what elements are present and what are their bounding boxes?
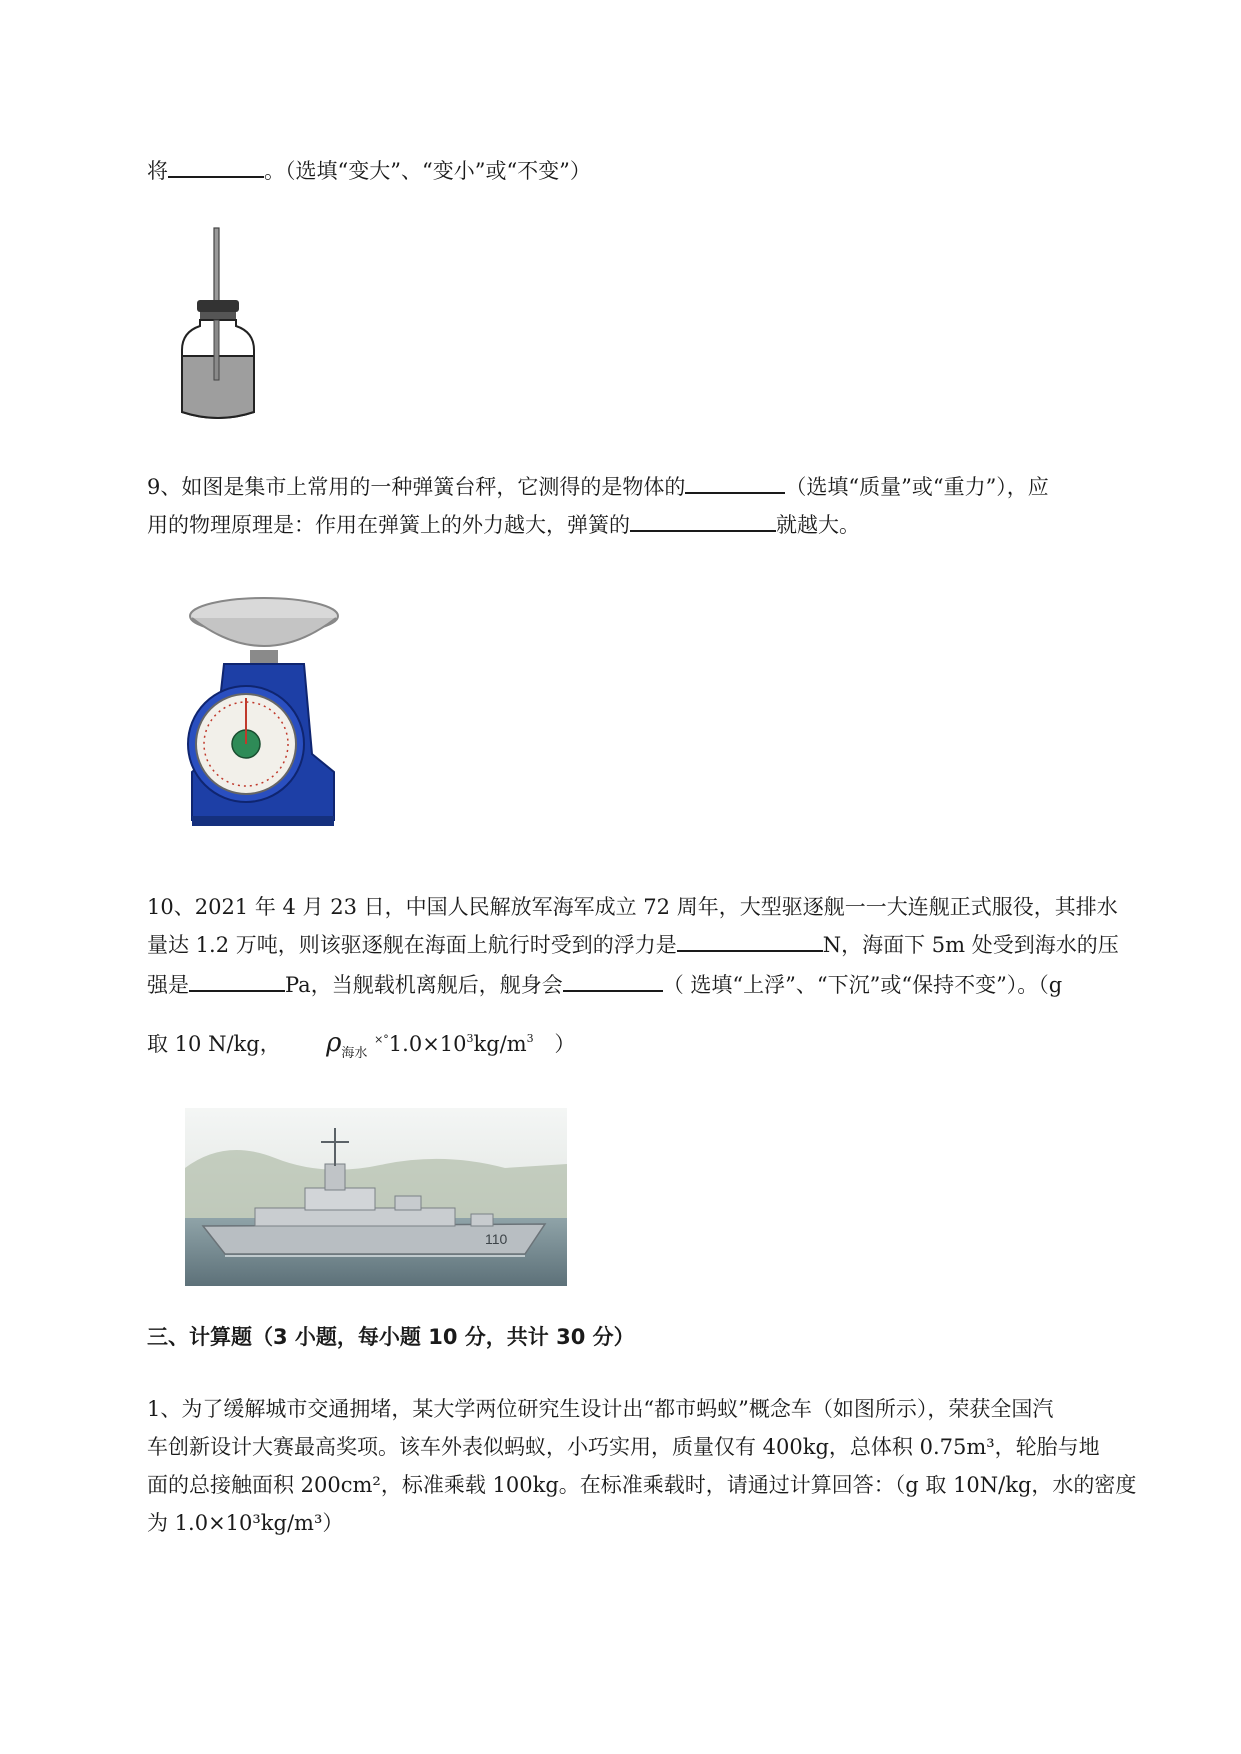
rho-symbol: ρ: [326, 1028, 342, 1058]
calc1-line-3: 面的总接触面积 200cm²，标准乘载 100kg。在标准乘载时，请通过计算回答：（g 取 10N/kg，水的密度: [147, 1473, 1137, 1497]
q8-prefix: 将: [147, 159, 168, 183]
calc1-line-4: 为 1.0×10³kg/m³）: [147, 1511, 344, 1535]
q8-answer-blank[interactable]: [168, 156, 264, 178]
q8-suffix: 。（选填“变大”、“变小”或“不变”）: [264, 159, 591, 183]
q10-line-2: 量达 1.2 万吨，则该驱逐舰在海面上航行时受到的浮力是 N，海面下 5m 处受到海水的压: [147, 930, 1119, 960]
density-formula: 1.0×10: [388, 1032, 467, 1056]
q9-answer-blank-2[interactable]: [630, 510, 776, 532]
calc1-line-1: 1、为了缓解城市交通拥堵，某大学两位研究生设计出“都市蚂蚁”概念车（如图所示），荣获全国汽: [147, 1397, 1054, 1421]
q10-line-3: 强是 Pa，当舰载机离舰后，舰身会 （ 选填“上浮”、“下沉”或“保持不变”）。（g: [147, 970, 1062, 1000]
q9-line-2: 用的物理原理是：作用在弹簧上的外力越大，弹簧的 就越大。: [147, 510, 860, 540]
q8-line: [147, 156, 591, 186]
q10-line-4: 取 10 N/kg， $\rho_{海水}$ $^{\times^\circ}1.0\times 10^3kg/m^3$ ）: [147, 1028, 576, 1061]
stopper-top: [197, 300, 239, 312]
hull-number: 110: [485, 1231, 508, 1247]
bottle-figure: [178, 226, 258, 426]
approx-symbol: ×°: [374, 1033, 389, 1046]
section-heading: 三、计算题（3 小题，每小题 10 分，共计 30 分）: [147, 1325, 635, 1349]
q10-answer-blank-2[interactable]: [189, 970, 285, 992]
q10-answer-blank-1[interactable]: [677, 930, 823, 952]
calc1-line-2: 车创新设计大赛最高奖项。该车外表似蚂蚁，小巧实用，质量仅有 400kg，总体积 0.75m³，轮胎与地: [147, 1435, 1100, 1459]
q9-answer-blank-1[interactable]: [685, 472, 785, 494]
q9-line-1: 9、如图是集市上常用的一种弹簧台秤，它测得的是物体的 （选填“质量”或“重力”），应: [147, 472, 1049, 502]
rho-subscript: 海水: [341, 1046, 368, 1061]
q10-answer-blank-3[interactable]: [563, 970, 663, 992]
destroyer-photo: [185, 1108, 567, 1286]
spring-scale-figure: [184, 594, 344, 834]
q10-line-1: 10、2021 年 4 月 23 日，中国人民解放军海军成立 72 周年，大型驱逐舰一一大连舰正式服役，其排水: [147, 895, 1118, 919]
stopper-bottom: [200, 312, 236, 320]
